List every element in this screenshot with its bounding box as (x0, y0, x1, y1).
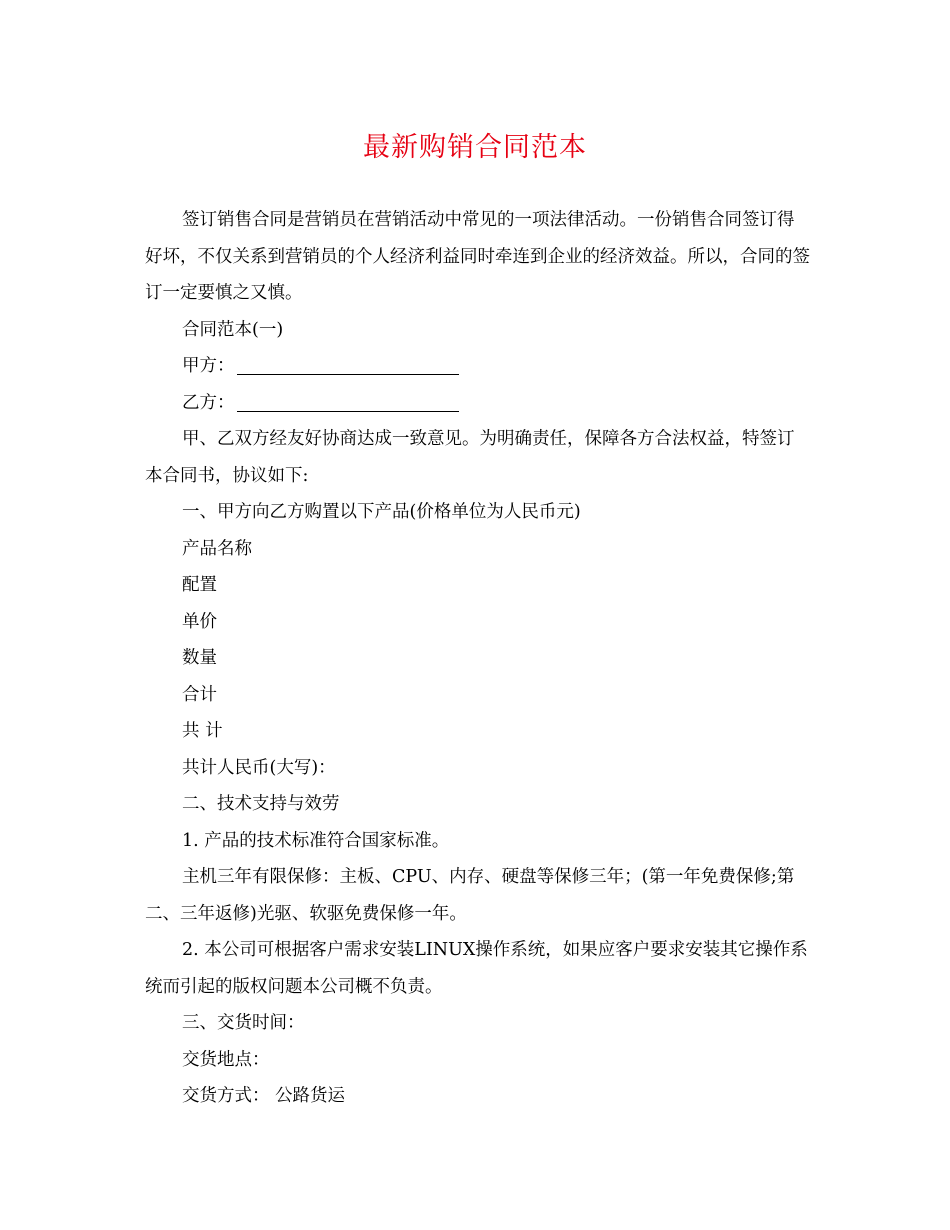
document-title: 最新购销合同范本 (363, 132, 587, 163)
agreement-intro: 甲、乙双方经友好协商达成一致意见。为明确责任，保障各方合法权益，特签订本合同书，协议如下: (145, 429, 795, 486)
section-one-heading: 一、甲方向乙方购置以下产品(价格单位为人民币元) (182, 502, 581, 522)
item-two: 2. 本公司可根据客户需求安装LINUX操作系统，如果应客户要求安装其它操作系统而引起的版权问题本公司概不负责。 (145, 940, 808, 997)
party-a-label: 甲方： (182, 356, 235, 376)
delivery-method: 交货方式： 公路货运 (182, 1086, 346, 1106)
item-one: 1. 产品的技术标准符合国家标准。 (182, 830, 450, 851)
section-two-heading: 二、技术支持与效劳 (182, 794, 340, 814)
product-field-config: 配置 (182, 575, 217, 595)
party-a-line (145, 348, 810, 385)
section-three-heading: 三、交货时间： (182, 1013, 305, 1033)
party-a-blank (237, 354, 459, 375)
product-field-name: 产品名称 (182, 538, 252, 559)
party-b-label: 乙方： (182, 392, 235, 413)
party-b-blank (237, 391, 459, 412)
product-field-quantity: 数量 (182, 648, 217, 668)
party-b-line (145, 385, 810, 422)
product-field-unit-price: 单价 (182, 611, 217, 632)
warranty-paragraph: 主机三年有限保修：主板、CPU、内存、硬盘等保修三年；(第一年免费保修;第二、三年返修)光驱、软驱免费保修一年。 (145, 867, 795, 924)
delivery-place: 交货地点： (182, 1049, 270, 1070)
document-body (145, 202, 810, 1115)
intro-paragraph: 签订销售合同是营销员在营销活动中常见的一项法律活动。一份销售合同签订得好坏，不仅关系到营销员的个人经济利益同时牵连到企业的经济效益。所以，合同的签订一定要慎之又慎。 (145, 210, 810, 303)
product-field-total: 共 计 (182, 721, 223, 741)
product-field-subtotal: 合计 (182, 684, 217, 705)
sample-heading: 合同范本(一) (182, 319, 284, 340)
total-rmb-line: 共计人民币(大写)： (182, 757, 336, 778)
